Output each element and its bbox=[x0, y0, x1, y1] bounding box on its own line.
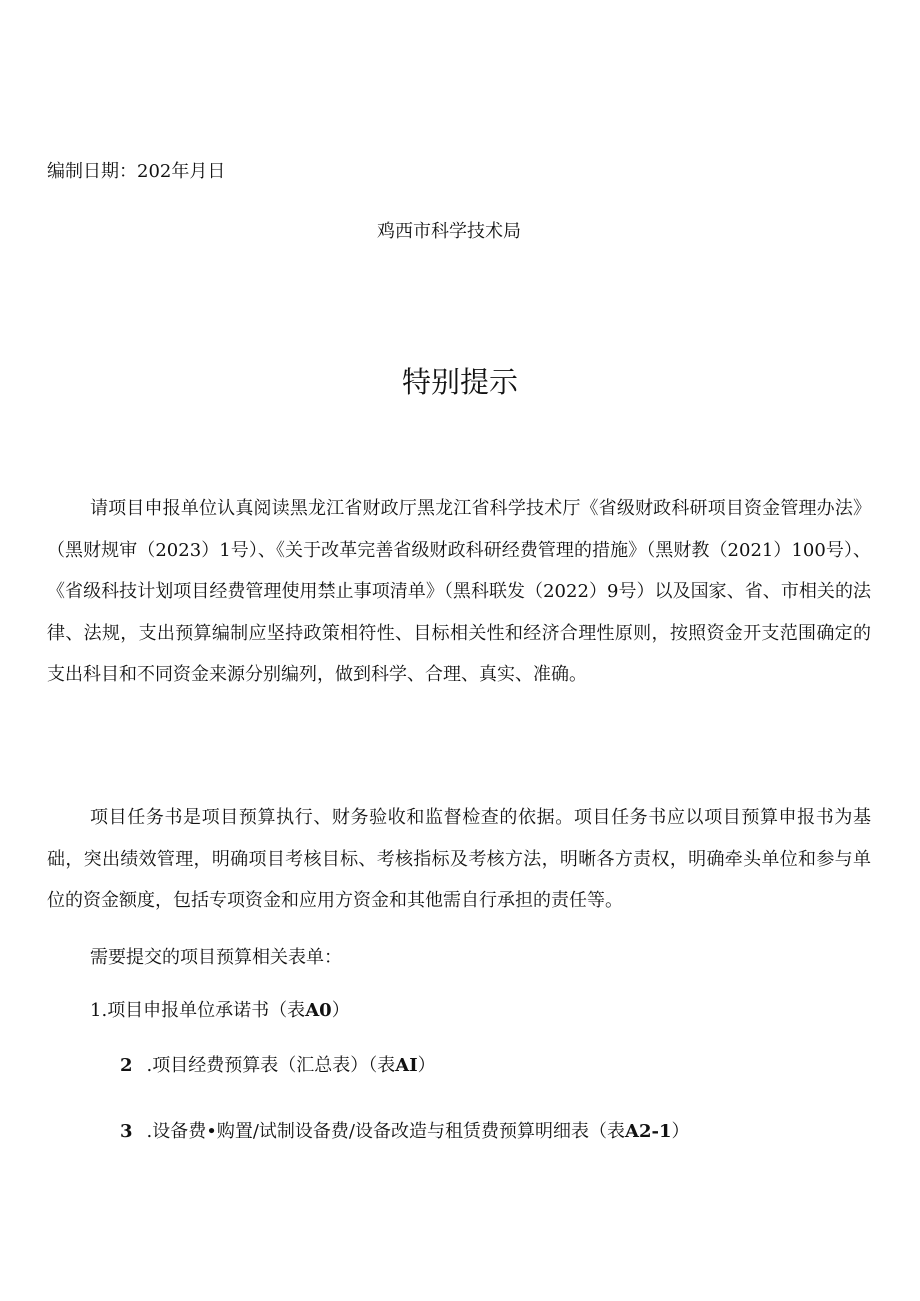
notice-title: 特别提示 bbox=[401, 365, 518, 399]
form-item-close: ） bbox=[331, 1000, 350, 1021]
form-item-number: 1. bbox=[90, 1000, 108, 1021]
form-item-number: 3 bbox=[120, 1121, 133, 1142]
form-list-item bbox=[120, 1117, 690, 1143]
form-item-code: AI bbox=[395, 1055, 418, 1076]
form-item-close: ） bbox=[417, 1055, 436, 1076]
form-item-number: 2 bbox=[120, 1055, 133, 1076]
form-item-code: A2-1 bbox=[625, 1121, 672, 1142]
form-item-text: .项目经费预算表（汇总表）（表 bbox=[146, 1055, 396, 1076]
compile-date: 编制日期：202年月日 bbox=[47, 161, 226, 182]
organization-name: 鸡西市科学技术局 bbox=[377, 221, 521, 242]
form-item-text: 项目申报单位承诺书（表 bbox=[107, 1000, 306, 1021]
form-list-item bbox=[90, 996, 350, 1022]
notice-paragraph-task-book: 项目任务书是项目预算执行、财务验收和监督检查的依据。项目任务书应以项目预算申报书为基础，突出绩效管理，明确项目考核目标、考核指标及考核方法，明晰各方责权，明确牵头单位和参与单位的资金额度，包括专项资金和应用方资金和其他需自行承担的责任等。 bbox=[47, 807, 871, 911]
forms-intro: 需要提交的项目预算相关表单： bbox=[90, 947, 342, 968]
form-item-code: A0 bbox=[305, 1000, 332, 1021]
form-list-item bbox=[120, 1051, 436, 1077]
form-item-text: .设备费•购置/试制设备费/设备改造与租赁费预算明细表（表 bbox=[146, 1121, 625, 1142]
form-item-close: ） bbox=[671, 1121, 690, 1142]
notice-paragraph-regulations: 请项目申报单位认真阅读黑龙江省财政厅黑龙江省科学技术厅《省级财政科研项目资金管理办法》（黑财规审（2023）1号）、《关于改革完善省级财政科研经费管理的措施》（黑财教（2021）100号）、《省级科技计划项目经费管理使用禁止事项清单》（黑科联发（2022）9号）以及国家、省、市相关的法律、法规，支出预算编制应坚持政策相符性、目标相关性和经济合理性原则，按照资金开支范围确定的支出科目和不同资金来源分别编列，做到科学、合理、真实、准确。 bbox=[47, 498, 871, 685]
